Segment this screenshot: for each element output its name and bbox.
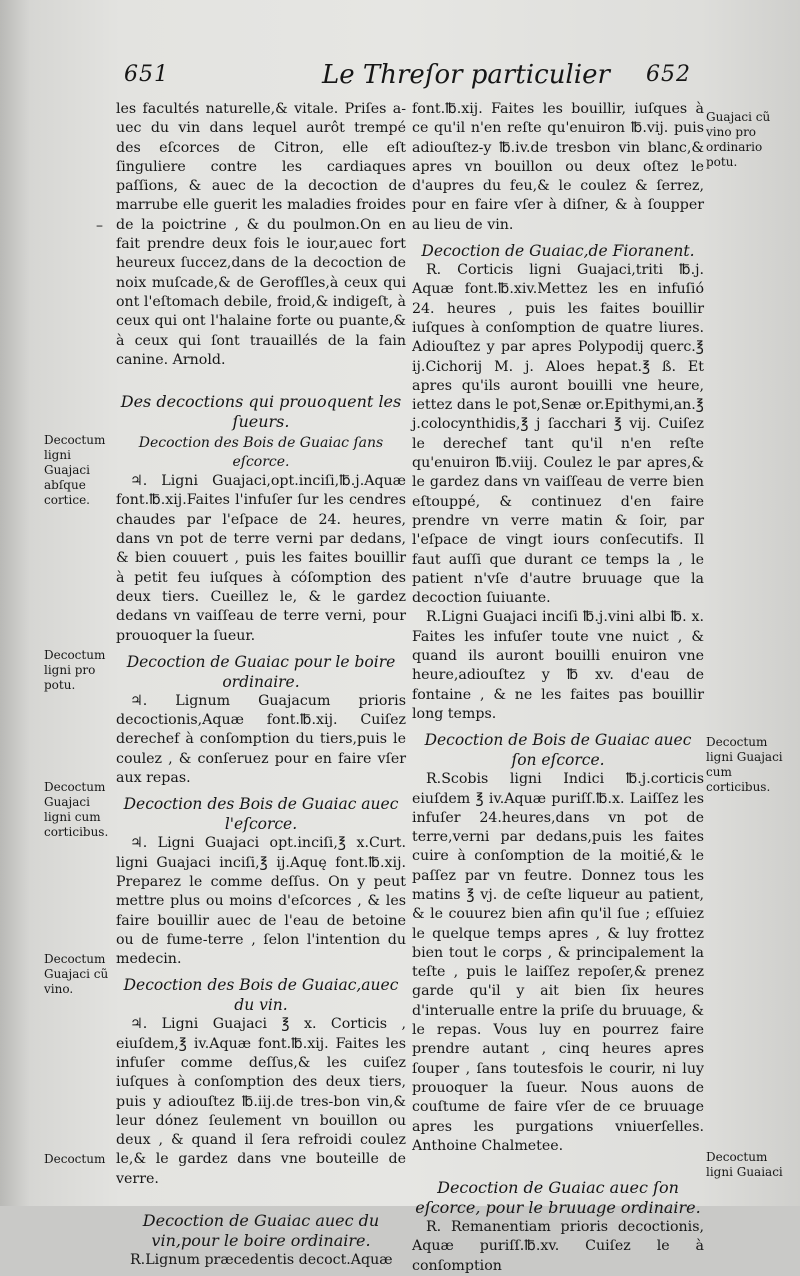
paragraph: ♃. Ligni Guajaci opt.inciſi,℥ x.Curt. ligni Guajaci inciſi,℥ ij.Aquę font.℔.xij. Preparez le comme deſſus. On y peut mettre plus ou moins d'eſcorces , & les faire bouillir auec de l'eau de betoine ou de fume-terre , ſelon l'intention du medecin. bbox=[116, 835, 406, 968]
margin-note: Guajaci cũ vino pro ordinario potu. bbox=[706, 110, 771, 169]
margin-note: Decoctum Guajaci cũ vino. bbox=[44, 952, 109, 996]
recipe-heading: Decoction de Guaiac,de Fioranent. bbox=[421, 242, 695, 261]
paragraph: R. Remanentiam prioris decoctionis, Aquæ puriſſ.℔.xv. Cuiſez le à conſomption bbox=[412, 1219, 704, 1274]
margin-note: Decoctum Guajaci ligni cum corticibus. bbox=[44, 780, 109, 839]
recipe-heading: Decoction de Bois de Guaiac auec ſon eſcorce. bbox=[424, 731, 692, 770]
page-header bbox=[0, 56, 800, 96]
right-column bbox=[412, 100, 704, 1276]
recipe-heading: Decoction des Bois de Guaiac ſans eſcorce. bbox=[138, 435, 384, 471]
margin-note: Decoctum bbox=[44, 1152, 106, 1166]
paragraph: R.Ligni Guajaci inciſi ℔.j.vini albi ℔. x. Faites les infuſer toute vne nuict , & quand ils auront bouilli enuiron vne heure,adiouſtez y ℔ xv. d'eau de fontaine , & ne les faites pas bouillir long temps. bbox=[412, 609, 704, 722]
left-column bbox=[116, 100, 406, 1270]
margin-note: Decoctum ligni Guajaci cum corticibus. bbox=[706, 735, 783, 794]
recipe-heading: Decoction des Bois de Guaiac auec l'eſcorce. bbox=[123, 795, 399, 834]
paragraph: ♃. Ligni Guajaci,opt.inciſi,℔.j.Aquæ font.℔.xij.Faites l'infuſer ſur les cendres chaudes par l'eſpace de 24. heures, dans vn pot de terre verni par dedans, & bien couuert , puis les faites bouillir à petit feu iuſques à cóſomption des deux tiers. Cueillez le, & le gardez dedans vn vaiſſeau de terre verni, pour prouoquer la ſueur. bbox=[116, 473, 406, 644]
page-number-right: 652 bbox=[646, 62, 691, 87]
margin-note: Decoctum ligni Guaiaci bbox=[706, 1150, 783, 1179]
paragraph: ♃. Ligni Guajaci ℥ x. Corticis , eiuſdem,℥ iv.Aquæ font.℔.xij. Faites les infuſer comme deſſus,& les cuiſez iuſques à conſomption des deux tiers, puis y adiouſtez ℔.iij.de tres-bon vin,& leur dónez ſeulement vn bouillon ou deux , & quand il ſera refroidi coulez le,& le gardez dans vne bouteille de verre. bbox=[116, 1016, 406, 1187]
margin-note: Decoctum ligni Guajaci abſque cortice. bbox=[44, 433, 106, 507]
paragraph: ♃. Lignum Guajacum prioris decoctionis,Aquæ font.℔.xij. Cuiſez derechef à conſomption du tiers,puis le coulez , & conſeruez pour en faire vſer aux repas. bbox=[116, 692, 406, 787]
recipe-heading: Decoction des Bois de Guaiac,auec du vin. bbox=[123, 976, 399, 1015]
recipe-heading: Decoction de Guaiac auec du vin,pour le boire ordinaire. bbox=[142, 1211, 380, 1251]
paragraph: les facultés naturelle,& vitale. Priſes a-uec du vin dans lequel aurôt trempé des eſcorces de Citron, elle eſt ſinguliere contre les cardiaques paſſions, & auec de la decoction de marrube elle guerit les maladies froides de la poictrine , & du poulmon.On en fait prendre deux fois le iour,auec fort heureux ſuccez,dans de la decoction de noix muſcade,& de Gerofſles,à ceux qui ont l'eſtomach debile, froid,& indigeſt, à ceux qui ont l'halaine forte ou puante,& à ceux qui ſont trauaillés de la fain canine. Arnold. bbox=[116, 101, 406, 368]
margin-dash: – bbox=[96, 218, 103, 234]
paragraph: font.℔.xij. Faites les bouillir, iuſques à ce qu'il n'en reſte qu'enuiron ℔.vij. puis adiouſtez-y ℔.iv.de tresbon vin blanc,& apres vn bouillon ou deux oſtez le d'aupres du feu,& le coulez & ſerrez, pour en faire vſer à diſner, & à ſoupper au lieu de vin. bbox=[412, 101, 704, 233]
page-number-left: 651 bbox=[124, 62, 169, 87]
paragraph: R.Lignum præcedentis decoct.Aquæ bbox=[130, 1252, 393, 1269]
paragraph: R. Corticis ligni Guajaci,triti ℔.j. Aquæ font.℔.xiv.Mettez les en infuſió 24. heures , puis les faites bouillir iuſques à conſomption de quatre liures. Adiouſtez y par apres Polypodij querc.℥ ij.Cichorij M. j. Aloes hepat.℥ ß. Et apres qu'ils auront bouilli vne heure, iettez dans le pot,Senæ or.Epithymi,an.℥ j.colocynthidis,℥ j ſacchari ℥ vij. Cuiſez le derechef tant qu'il n'en reſte qu'enuiron ℔.viij. Coulez le par apres,& le gardez dans vn vaiſſeau de verre bien eſtouppé, & continuez d'en faire prendre vn verre matin & ſoir, par l'eſpace de vingt iours conſecutifs. Il faut auſſi que durant ce temps la , le patient n'vſe d'autre bruuage que la decoction ſuiuante. bbox=[412, 262, 704, 607]
recipe-heading: Decoction de Guaiac pour le boire ordinaire. bbox=[126, 652, 396, 691]
running-title: Le Threſor particulier bbox=[322, 60, 610, 90]
recipe-heading: Decoction de Guaiac auec ſon eſcorce, pour le bruuage ordinaire. bbox=[415, 1178, 701, 1218]
margin-note: Decoctum ligni pro potu. bbox=[44, 648, 106, 692]
section-heading: Des decoctions qui prouoquent les ſueurs. bbox=[120, 392, 402, 432]
paragraph: R.Scobis ligni Indici ℔.j.corticis eiuſdem ℥ iv.Aquæ puriſſ.℔.x. Laiſſez les infuſer 24.heures,dans vn pot de terre,verni par dedans,puis les faites cuire à conſomption de la moitié,& le paſſez par vn feutre. Donnez tous les matins ℥ vj. de ceſte liqueur au patient, & le couurez bien afin qu'il ſue ; eſſuiez le quelque temps apres , & luy frottez bien tout le corps , & principalement la teſte , puis le laiſſez repoſer,& prenez garde qu'il y ait bien ſix heures d'interualle entre la priſe du bruuage, & le repas. Vous luy en pourrez faire prendre autant , cinq heures apres ſouper , ſans toutesfois le courir, ni luy prouoquer la ſueur. Nous auons de couſtume de faire vſer de ce bruuage apres les purgations vniuerſelles. Anthoine Chalmetee. bbox=[412, 771, 704, 1154]
